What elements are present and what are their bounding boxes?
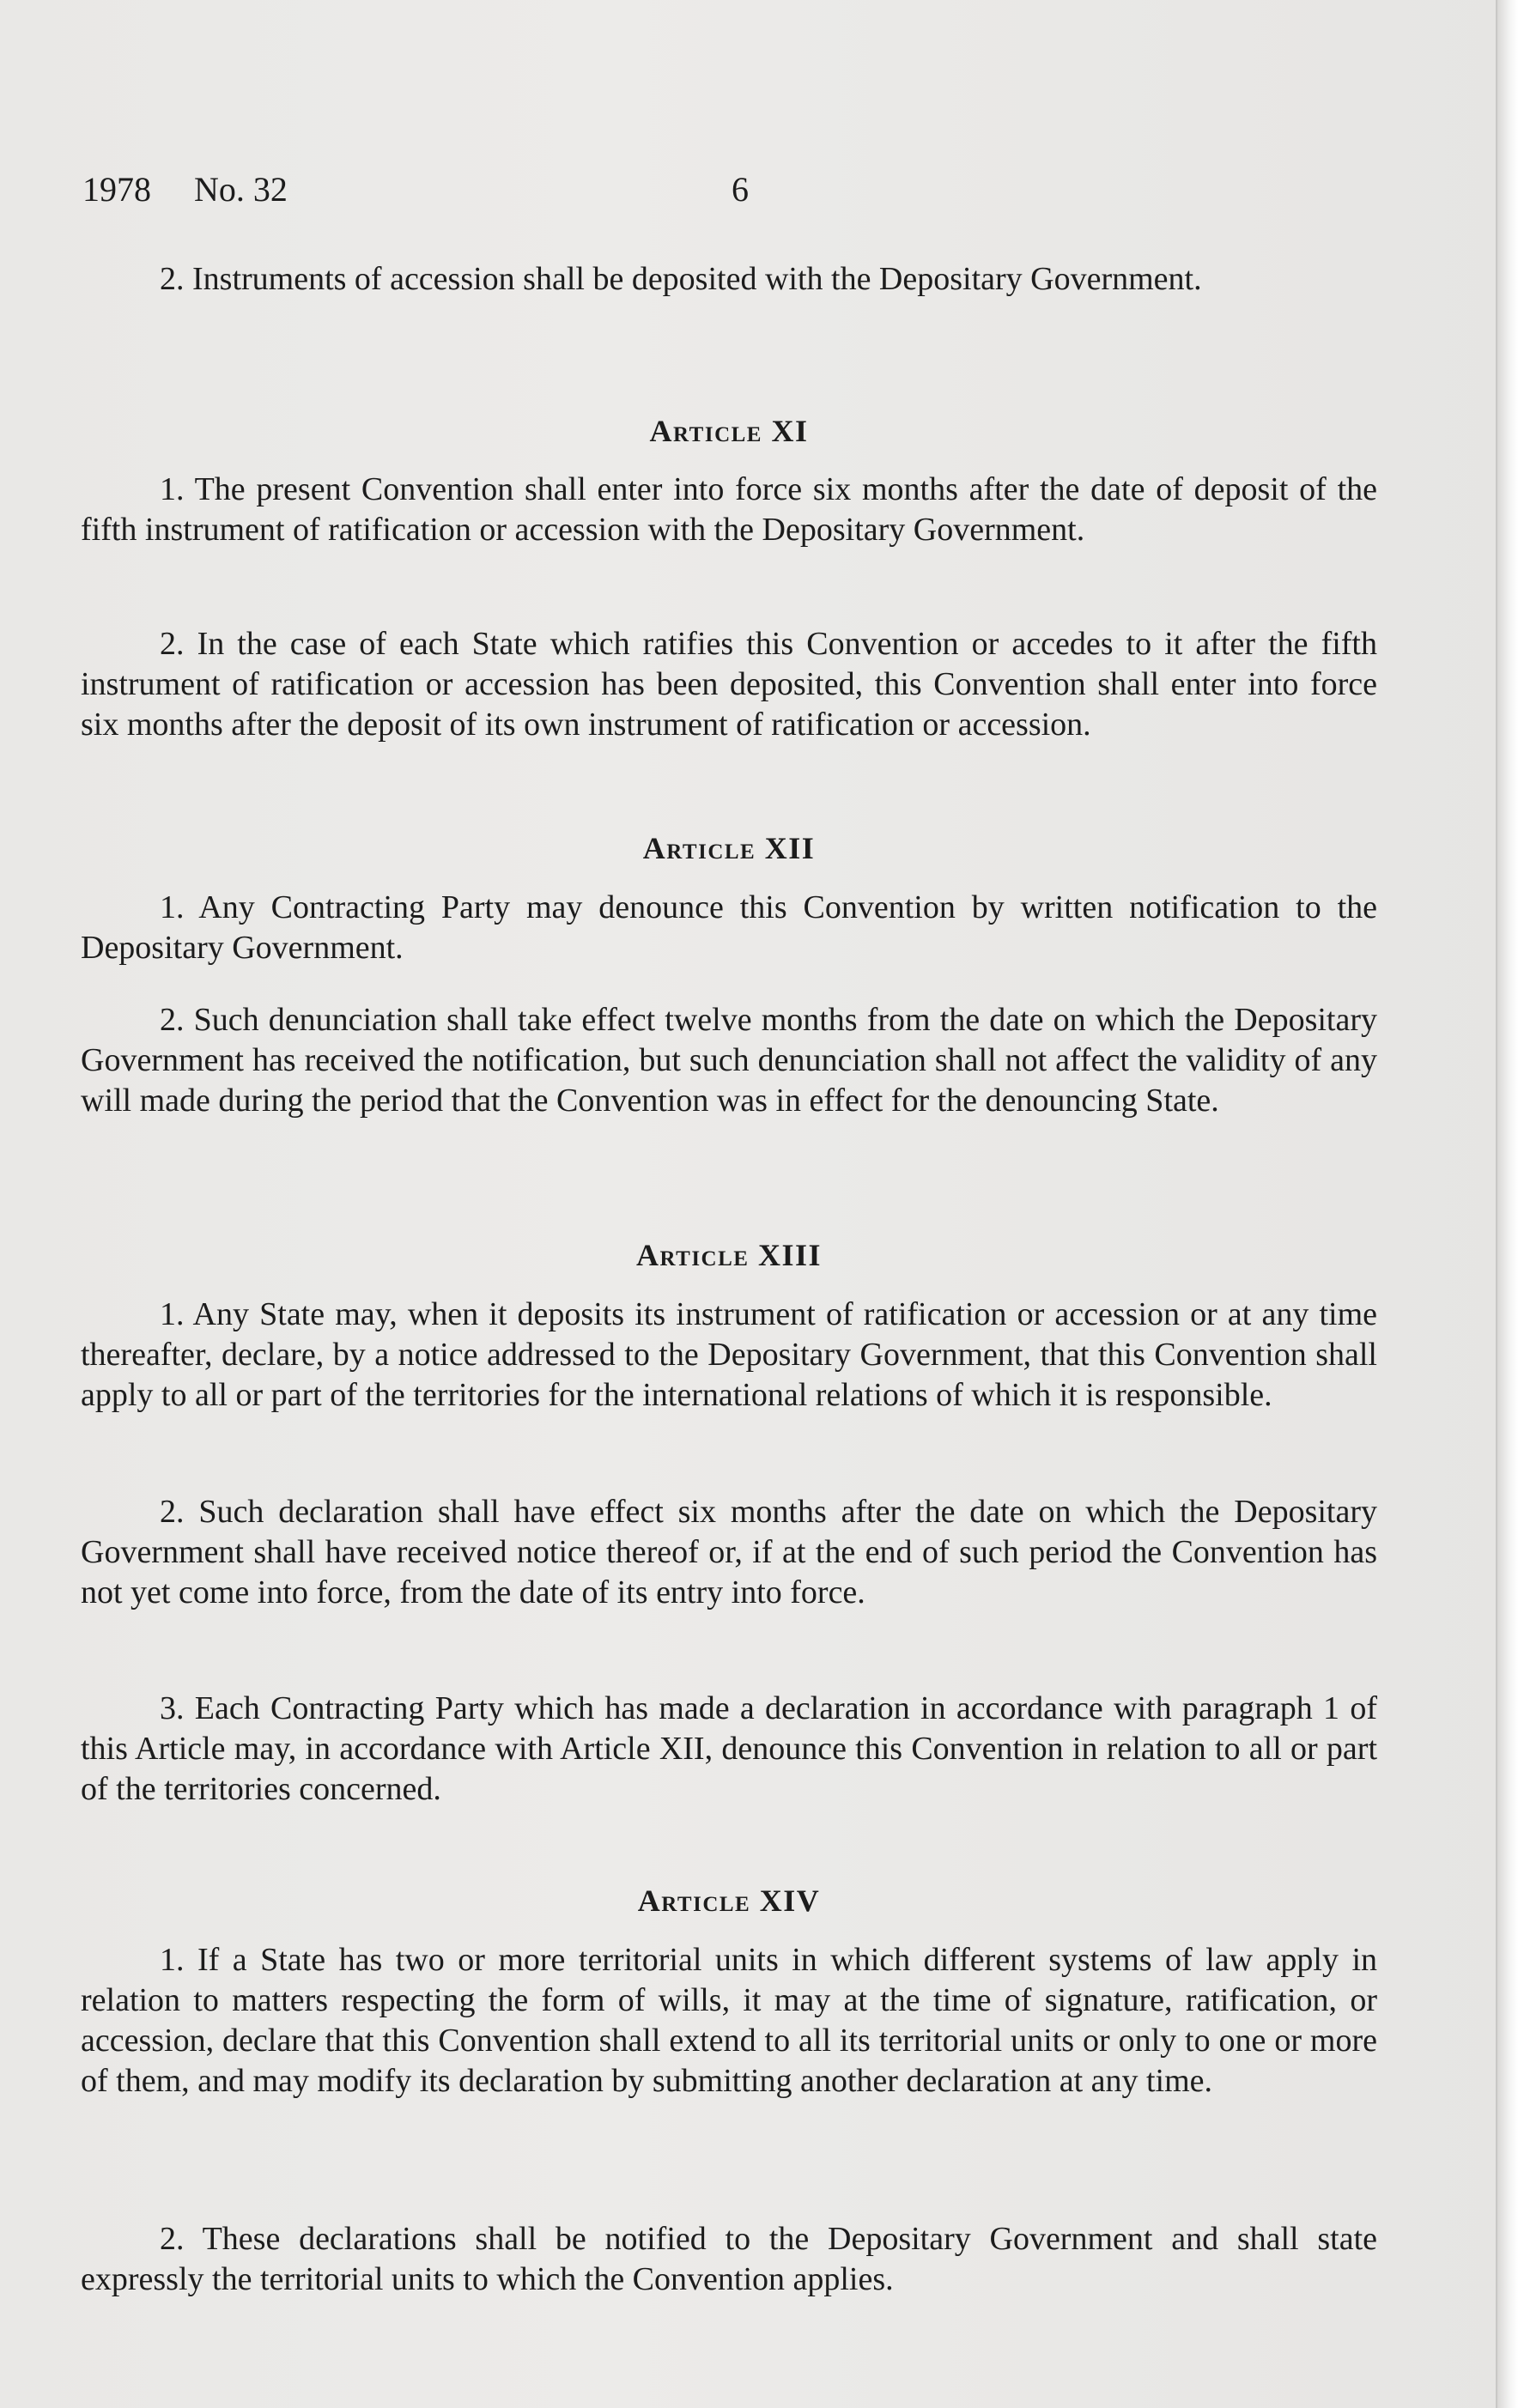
paragraph-xiv-1: 1. If a State has two or more territorial units in which different systems of law apply in relation to matters respecting the form of wills, it may at the time of signature, ratification, or accession, declare that this Convention shall extend to all its territorial units or only to one or more of them, and may modify its declaration by submitting another declaration at any time. [81,1942,1377,2099]
header-year: 1978 [82,170,151,209]
page-number: 6 [732,170,749,209]
paragraph-xii-2: 2. Such denunciation shall take effect twelve months from the date on which the Depositary Government has received the notification, but such denunciation shall not affect the validity of any will made during the period that the Convention was in effect for the denouncing State. [81,1002,1377,1119]
paragraph-xi-1: 1. The present Convention shall enter into force six months after the date of deposit of the fifth instrument of ratification or accession with the Depositary Government. [81,471,1377,548]
article-heading-xiii: Article XIII [635,1238,822,1272]
page-header [82,170,1379,209]
article-heading-xii: Article XII [642,831,816,865]
article-heading-xi: Article XI [649,414,809,448]
paragraph-xiv-2: 2. These declarations shall be notified to the Depositary Government and shall state expressly the territorial units to which the Convention applies. [81,2221,1377,2297]
paragraph-xiii-3: 3. Each Contracting Party which has made a declaration in accordance with paragraph 1 of this Article may, in accordance with Article XII, denounce this Convention in relation to all or part of the territories concerned. [81,1690,1377,1807]
header-statute-number: No. 32 [194,170,288,209]
article-heading-xiv: Article XIV [637,1883,821,1918]
paragraph-xiii-2: 2. Such declaration shall have effect six months after the date on which the Depositary Government shall have received notice thereof or, if at the end of such period the Convention has not yet come into force, from the date of its entry into force. [81,1494,1377,1610]
paragraph-xiii-1: 1. Any State may, when it deposits its instrument of ratification or accession or at any time thereafter, declare, by a notice addressed to the Depositary Government, that this Convention shall apply to all or part of the territories for the international relations of which it is responsible. [81,1296,1377,1413]
paragraph-x-2: 2. Instruments of accession shall be deposited with the Depositary Government. [160,261,1202,297]
page-edge [1497,0,1518,2408]
paragraph-xi-2: 2. In the case of each State which ratifies this Convention or accedes to it after the fifth instrument of ratification or accession has been deposited, this Convention shall enter into force six months after the deposit of its own instrument of ratification or accession. [81,626,1377,743]
paragraph-xii-1: 1. Any Contracting Party may denounce this Convention by written notification to the Depositary Government. [81,889,1377,966]
